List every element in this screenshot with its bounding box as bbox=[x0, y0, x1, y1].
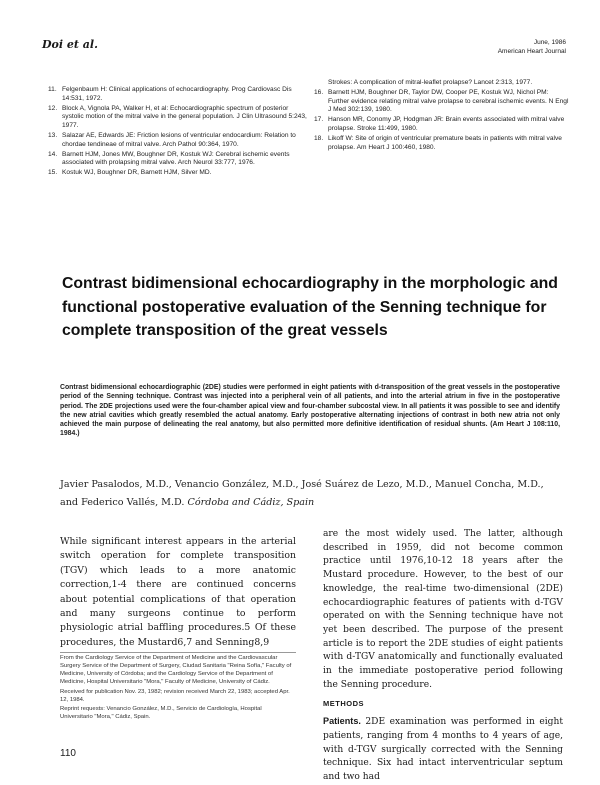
running-header-author: Doi et al. bbox=[42, 38, 98, 51]
running-header-journal bbox=[498, 38, 566, 56]
intro-continuation: are the most widely used. The latter, although described in 1959, did not become common practice until 1976,10-12 18 years after the Mustard procedure. However, to the best of our knowledge, the real-time two-dimensional (2DE) echocardiographic features of patients with d-TGV operated on with the Senning technique have not yet been described. The purpose of the present article is to report the 2DE studies of eight patients with d-TGV anatomically and functionally evaluated in the immediate postoperative period following the Senning procedure. bbox=[323, 529, 563, 690]
methods-text: 2DE examination was performed in eight patients, ranging from 4 months to 4 years of age, with d-TGV surgically corrected with the Senning technique. Six had intact interventricular septum and two had bbox=[323, 717, 563, 782]
methods-paragraph bbox=[323, 715, 563, 785]
reference-item: 16. Barnett HJM, Boughner DR, Taylor DW, Cooper PE, Kostuk WJ, Nichol PM: Further evidence relating mitral valve prolapse to cerebral ischemic events. N Engl J Med 302:139, 1980. bbox=[314, 89, 569, 114]
author-line bbox=[60, 476, 560, 511]
reference-item: 17. Hanson MR, Conomy JP, Hodgman JR: Brain events associated with mitral valve prolapse. Stroke 11:499, 1980. bbox=[314, 116, 565, 132]
page-number: 110 bbox=[60, 748, 76, 759]
methods-subheading: Patients. bbox=[323, 716, 361, 727]
footnote bbox=[60, 655, 296, 724]
author-names: Javier Pasalodos, M.D., Venancio González, M.D., José Suárez de Lezo, M.D., Manuel Concha, M.D., and Federico Vallés, M.D. bbox=[60, 479, 544, 508]
issue-date: June, 1986 bbox=[533, 39, 566, 46]
article-title: Contrast bidimensional echocardiography in the morphologic and functional postoperative evaluation of the Senning technique for complete transposition of the great vessels bbox=[62, 275, 558, 339]
reference-item: 12. Block A, Vignola PA, Walker H, et al: Echocardiographic spectrum of posterior systolic motion of the mitral valve in the general population. J Clin Ultrasound 5:243, 1977. bbox=[48, 104, 307, 129]
reference-item: Strokes: A complication of mitral-leaflet prolapse? Lancet 2:313, 1977. bbox=[328, 79, 533, 86]
journal-name: American Heart Journal bbox=[497, 48, 566, 55]
author-location: Córdoba and Cádiz, Spain bbox=[187, 496, 315, 508]
references-right-column bbox=[314, 79, 569, 154]
body-text-right-column bbox=[323, 528, 563, 785]
received-note: Received for publication Nov. 23, 1982; revision received March 22, 1983; accepted Apr. 12, 1984. bbox=[60, 688, 290, 703]
reference-item: 13. Salazar AE, Edwards JE: Friction lesions of ventricular endocardium: Relation to chordae tendineae of mitral valve. Arch Pathol 90:364, 1970. bbox=[48, 131, 296, 148]
methods-heading: METHODS bbox=[323, 699, 364, 709]
references-left-column bbox=[48, 86, 310, 179]
body-text-left-column: While significant interest appears in the arterial switch operation for complete transposition (TGV) which leads to a more anatomic correction,1-4 there are continued concerns about potential complications of that operation and many surgeons continue to perform physiologic atrial baffling procedures.5 Of these procedures, the Mustard6,7 and Senning8,9 bbox=[60, 536, 296, 648]
reference-item: 18. Likoff W: Site of origin of ventricular premature beats in patients with mitral valve prolapse. Am Heart J 100:460, 1980. bbox=[314, 135, 562, 151]
affiliation-note: From the Cardiology Service of the Department of Medicine and the Cardiovascular Surgery Service of the Department of Surgery, Ciudad Sanitaria "Reina Sofía," Faculty of Medicine, University of Córdoba; and the Cardiology Service of the Department of Medicine, Hospital Universitario "Mora," Faculty of Medicine, University of Cádiz. bbox=[60, 655, 292, 685]
abstract: Contrast bidimensional echocardiographic (2DE) studies were performed in eight patients with d-transposition of the great vessels in the postoperative period of the Senning technique. Contrast was injected into a peripheral vein of all patients, and into the arterial atrium in five in the postoperative period. The 2DE projections used were the four-chamber apical view and four-chamber subcostal view. In all patients it was possible to see and identify the new atrial cavities which greatly resembled the actual anatomy. Early postoperative alternating injections of contrast in both new atria not only achieved the main purpose of delineating the real anatomy, but also permitted more definitive identification of residual shunts. (Am Heart J 108:110, 1984.) bbox=[60, 384, 560, 438]
reprint-note: Reprint requests: Venancio González, M.D., Servicio de Cardiología, Hospital Universitario "Mora," Cádiz, Spain. bbox=[60, 706, 262, 721]
footnote-divider bbox=[60, 652, 296, 653]
reference-item: 11. Felgenbaum H: Clinical applications of echocardiography. Prog Cardiovasc Dis 14:531, 1972. bbox=[48, 86, 292, 102]
reference-item: 15. Kostuk WJ, Boughner DR, Barnett HJM, Silver MD. bbox=[48, 169, 212, 177]
reference-item: 14. Barnett HJM, Jones MW, Boughner DR, Kostuk WJ: Cerebral ischemic events associated with prolapsing mitral valve. Arch Neurol 33:777, 1976. bbox=[48, 150, 290, 167]
